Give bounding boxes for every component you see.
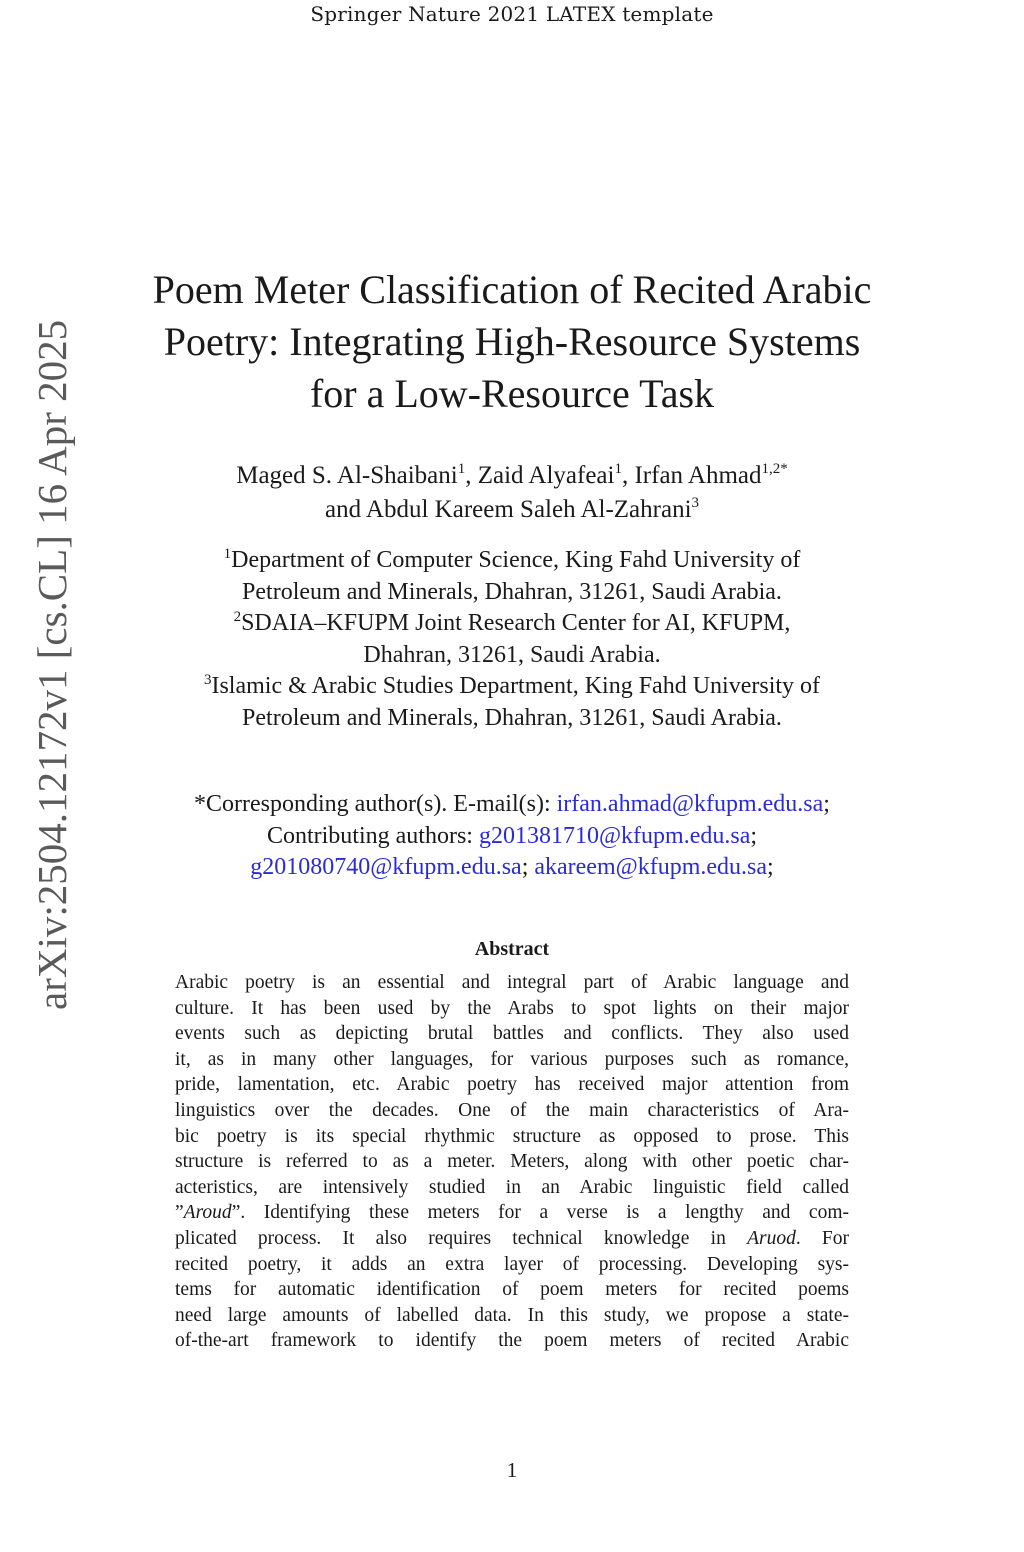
author-affil-sup: 1 xyxy=(457,461,466,477)
abstract-line: Arabic poetry is an essential and integral part of Arabic language and xyxy=(175,972,849,993)
email-link[interactable]: g201080740@kfupm.edu.sa xyxy=(250,854,522,880)
author-affil-sup: 1,2* xyxy=(761,461,788,477)
italic-term: Aruod xyxy=(747,1227,796,1249)
title-line: for a Low-Resource Task xyxy=(309,371,715,416)
abstract-line: linguistics over the decades. One of the main characteristics of Ara- xyxy=(175,1099,849,1121)
author-name: , Irfan Ahmad xyxy=(621,462,762,489)
abstract-heading: Abstract xyxy=(474,938,550,960)
affiliation-line: Petroleum and Minerals, Dhahran, 31261, Saudi Arabia. xyxy=(242,578,782,605)
author-name: Maged S. Al-Shaibani xyxy=(236,462,458,489)
author-affil-sup: 1 xyxy=(614,461,622,477)
affiliation-sup: 1 xyxy=(223,546,232,562)
affiliation-text: SDAIA–KFUPM Joint Research Center for AI, KFUPM, xyxy=(241,610,791,636)
author-line xyxy=(140,493,884,527)
separator: ; xyxy=(750,822,758,849)
abstract-line: tems for automatic identification of poem meters for recited poems xyxy=(175,1279,849,1301)
title-line: Poem Meter Classification of Recited Arabic xyxy=(152,267,872,312)
affiliation-line xyxy=(120,608,904,640)
abstract-line xyxy=(175,1226,849,1252)
author-line xyxy=(140,459,884,493)
abstract-line: pride, lamentation, etc. Arabic poetry has received major attention from xyxy=(175,1074,849,1096)
running-header: Springer Nature 2021 LATEX template xyxy=(310,2,714,26)
affiliation-line xyxy=(120,545,904,577)
abstract-line: events such as depicting brutal battles and conflicts. They also used xyxy=(175,1023,849,1045)
author-list xyxy=(140,459,884,527)
arxiv-side-stamp: arXiv:2504.12172v1 [cs.CL] 16 Apr 2025 xyxy=(29,319,75,1010)
italic-term: Aroud xyxy=(183,1202,232,1224)
abstract-line: it, as in many other languages, for various purposes such as romance, xyxy=(175,1048,849,1070)
abstract-text: plicated process. It also requires technical knowledge in xyxy=(175,1227,748,1249)
contributing-label: Contributing authors: xyxy=(266,822,479,849)
abstract-line: culture. It has been used by the Arabs to spot lights on their major xyxy=(175,997,849,1019)
abstract-line: need large amounts of labelled data. In this study, we propose a state- xyxy=(175,1304,849,1326)
affiliations xyxy=(120,545,904,734)
corresponding-line xyxy=(100,789,924,821)
affiliation-sup: 2 xyxy=(233,609,242,625)
affiliation-text: Islamic & Arabic Studies Department, King Fahd University of xyxy=(211,673,821,699)
title-line: Poetry: Integrating High-Resource Systems xyxy=(163,319,861,364)
author-affil-sup: 3 xyxy=(691,495,700,511)
affiliation-text: Department of Computer Science, King Fahd University of xyxy=(231,547,801,573)
affiliation-line xyxy=(120,671,904,703)
contributing-line xyxy=(100,852,924,884)
email-link[interactable]: irfan.ahmad@kfupm.edu.sa xyxy=(556,791,824,817)
paper-title xyxy=(120,264,904,420)
abstract-line: structure is referred to as a meter. Meters, along with other poetic char- xyxy=(175,1151,849,1173)
abstract-text: . For xyxy=(795,1227,849,1249)
quote-mark: ” xyxy=(175,1202,184,1224)
separator: ; xyxy=(823,791,830,817)
corresponding-label: *Corresponding author(s). E-mail(s): xyxy=(194,791,557,817)
abstract-text: ”. Identifying these meters for a verse is a lengthy and com- xyxy=(231,1202,849,1224)
abstract-line: of-the-art framework to identify the poem meters of recited Arabic xyxy=(175,1330,849,1352)
separator: ; xyxy=(521,854,535,880)
abstract-line xyxy=(175,1200,849,1226)
contributing-line xyxy=(100,821,924,853)
author-name: and Abdul Kareem Saleh Al-Zahrani xyxy=(324,496,692,523)
author-name: , Zaid Alyafeai xyxy=(465,462,615,489)
separator: ; xyxy=(767,854,774,880)
contact-block xyxy=(100,789,924,884)
email-link[interactable]: g201381710@kfupm.edu.sa xyxy=(478,822,751,849)
abstract-line: recited poetry, it adds an extra layer of processing. Developing sys- xyxy=(175,1253,849,1275)
page-number: 1 xyxy=(506,1458,518,1482)
affiliation-line: Petroleum and Minerals, Dhahran, 31261, Saudi Arabia. xyxy=(242,704,782,731)
abstract-line: bic poetry is its special rhythmic structure as opposed to prose. This xyxy=(175,1125,849,1147)
abstract-line: acteristics, are intensively studied in an Arabic linguistic field called xyxy=(175,1176,849,1198)
email-link[interactable]: akareem@kfupm.edu.sa xyxy=(534,854,768,880)
affiliation-sup: 3 xyxy=(203,672,212,688)
abstract-body xyxy=(175,970,849,1354)
affiliation-line: Dhahran, 31261, Saudi Arabia. xyxy=(363,641,661,668)
